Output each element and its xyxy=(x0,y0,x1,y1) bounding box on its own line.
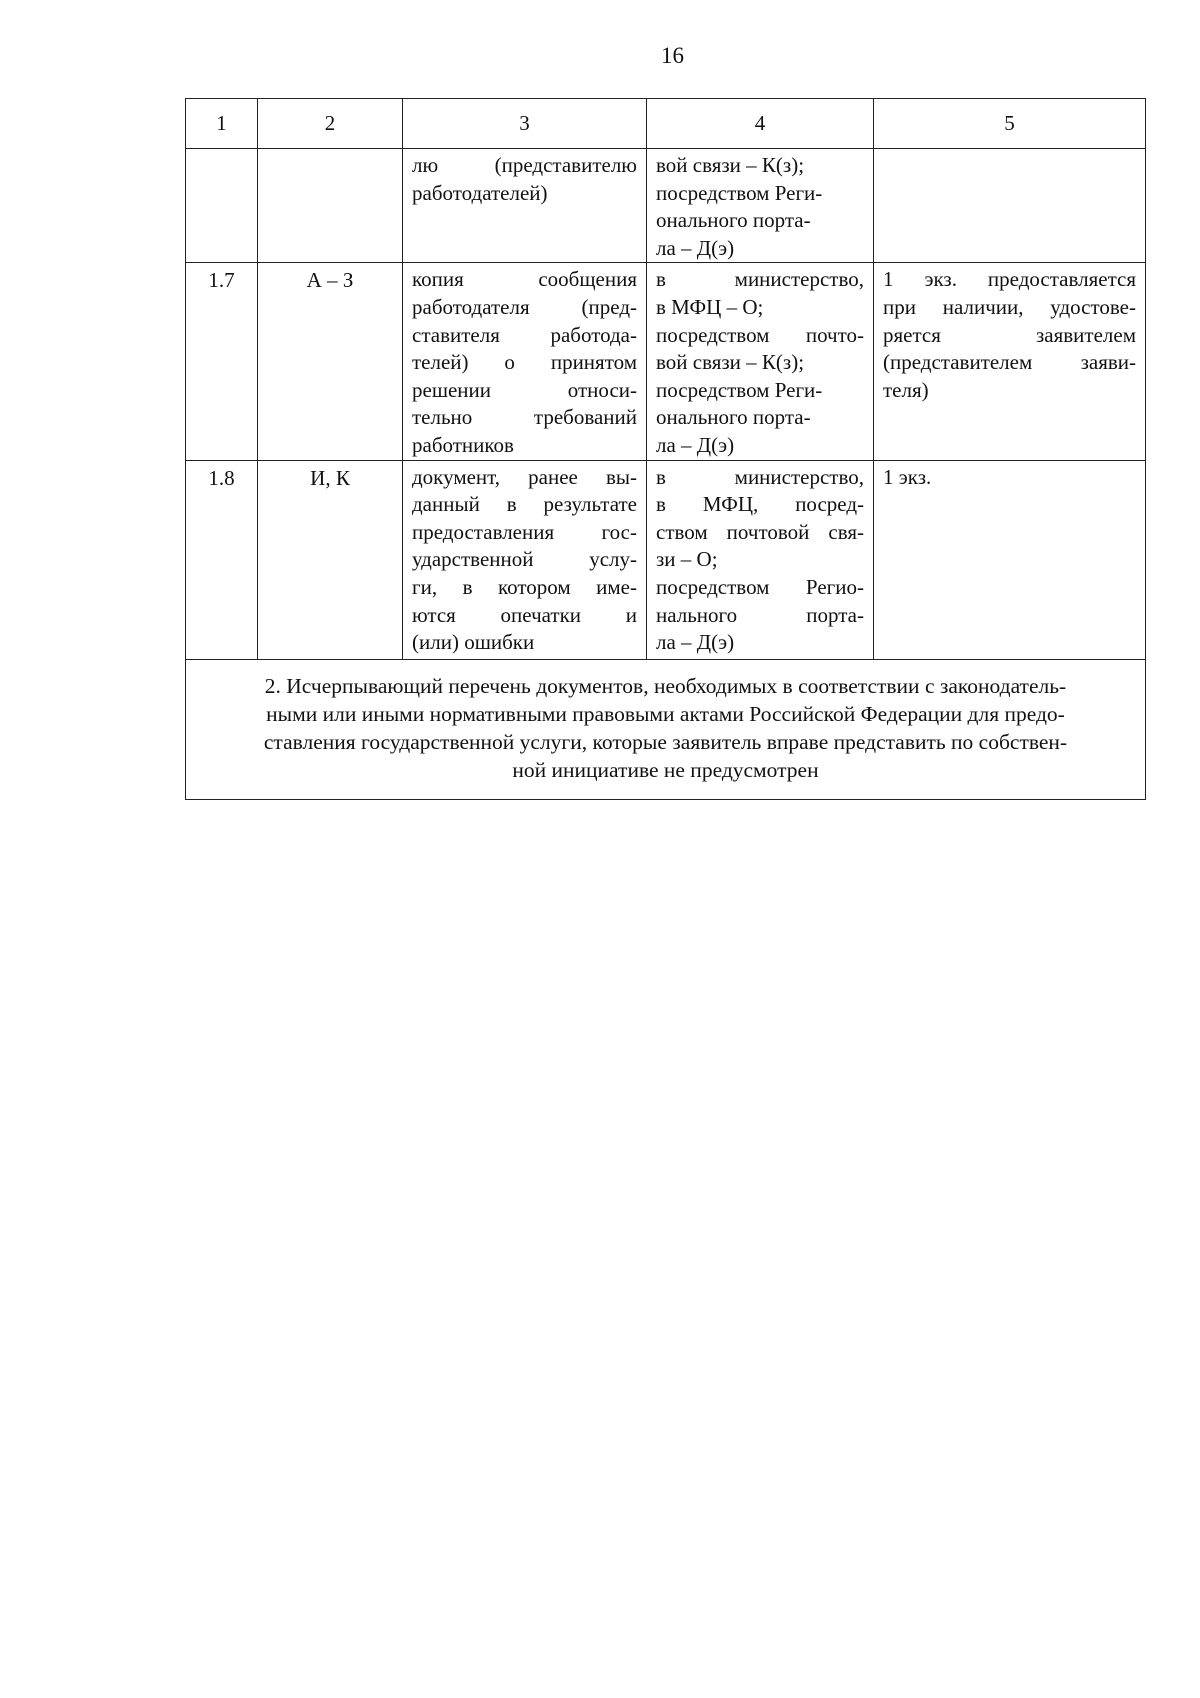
cell-text-line: онального порта- xyxy=(656,208,811,233)
cell-text-line: посредством почто- xyxy=(656,322,864,347)
cell-text-line: ряется заявителем xyxy=(883,322,1136,347)
cell-text-line: (представителем заяви- xyxy=(883,350,1136,375)
cell-text-line: 1 экз. xyxy=(883,464,932,489)
row-number-cell: 1.7 xyxy=(186,263,258,460)
cell-text-line: работодателя (пред- xyxy=(412,294,637,319)
cell-text-line: в министерство, xyxy=(656,464,864,489)
cell-text-line: ством почтовой свя- xyxy=(656,519,864,544)
document-cell xyxy=(403,149,647,263)
cell-text-line: вой связи – К(з); xyxy=(656,153,805,177)
cell-text-line: предоставления гос- xyxy=(412,519,637,544)
notes-cell xyxy=(874,149,1146,263)
submission-method-cell xyxy=(647,263,874,460)
submission-method-cell xyxy=(647,149,874,263)
documents-table xyxy=(185,98,1146,800)
footer-note xyxy=(186,659,1146,799)
cell-text-line: ются опечатки и xyxy=(412,602,637,627)
table-row xyxy=(186,149,1146,263)
header-cell: 5 xyxy=(874,99,1146,149)
cell-text-line: ставителя работода- xyxy=(412,322,637,347)
cell-text-line: 1 экз. предоставляется xyxy=(883,267,1136,292)
cell-text-line: тельно требований xyxy=(412,405,637,430)
header-cell: 1 xyxy=(186,99,258,149)
cell-text-line: ударственной услу- xyxy=(412,547,637,572)
cell-text-line: посредством Реги- xyxy=(656,377,823,402)
notes-cell xyxy=(874,263,1146,460)
applicant-code-cell: И, К xyxy=(258,460,403,659)
page-number: 16 xyxy=(661,43,684,68)
cell-text-line: теля) xyxy=(883,377,929,402)
footer-line: 2. Исчерпывающий перечень документов, необходимых в соответствии с законодатель- xyxy=(264,673,1067,698)
header-cell: 2 xyxy=(258,99,403,149)
cell-text-line: вой связи – К(з); xyxy=(656,350,805,375)
cell-text-line: работников xyxy=(412,432,514,457)
cell-text-line: копия сообщения xyxy=(412,267,637,292)
cell-text-line: зи – О; xyxy=(656,547,718,572)
cell-text-line: в МФЦ, посред- xyxy=(656,492,864,517)
document-cell xyxy=(403,460,647,659)
cell-text-line: данный в результате xyxy=(412,492,637,517)
cell-text-line: при наличии, удостове- xyxy=(883,294,1136,319)
cell-text-line: посредством Регио- xyxy=(656,574,864,599)
cell-text-line: нального порта- xyxy=(656,602,864,627)
header-cell: 4 xyxy=(647,99,874,149)
cell-text-line: ги, в котором име- xyxy=(412,574,637,599)
notes-cell xyxy=(874,460,1146,659)
submission-method-cell xyxy=(647,460,874,659)
cell-text-line: телей) о принятом xyxy=(412,350,637,375)
cell-text-line: лю (представителю xyxy=(412,153,637,177)
table-row xyxy=(186,460,1146,659)
applicant-code-cell: А – З xyxy=(258,263,403,460)
cell-text-line: посредством Реги- xyxy=(656,180,823,205)
cell-text-line: в министерство, xyxy=(656,267,864,292)
applicant-code-cell xyxy=(258,149,403,263)
cell-text-line: ла – Д(э) xyxy=(656,630,735,655)
row-number-cell xyxy=(186,149,258,263)
table-row xyxy=(186,263,1146,460)
cell-text-line: решении относи- xyxy=(412,377,637,402)
cell-text-line: (или) ошибки xyxy=(412,630,535,655)
footer-line: ными или иными нормативными правовыми актами Российской Федерации для предо- xyxy=(266,701,1065,726)
document-cell xyxy=(403,263,647,460)
cell-text-line: документ, ранее вы- xyxy=(412,464,637,489)
cell-text-line: ла – Д(э) xyxy=(656,432,735,457)
header-cell: 3 xyxy=(403,99,647,149)
footer-line: ной инициативе не предусмотрен xyxy=(512,757,819,782)
footer-line: ставления государственной услуги, которые заявитель вправе представить по собствен- xyxy=(263,729,1068,754)
cell-text-line: в МФЦ – О; xyxy=(656,294,764,319)
cell-text-line: работодателей) xyxy=(412,180,548,205)
row-number-cell: 1.8 xyxy=(186,460,258,659)
cell-text-line: онального порта- xyxy=(656,405,811,430)
table-header-row xyxy=(186,99,1146,149)
table-footer-row xyxy=(186,659,1146,799)
cell-text-line: ла – Д(э) xyxy=(656,235,735,260)
